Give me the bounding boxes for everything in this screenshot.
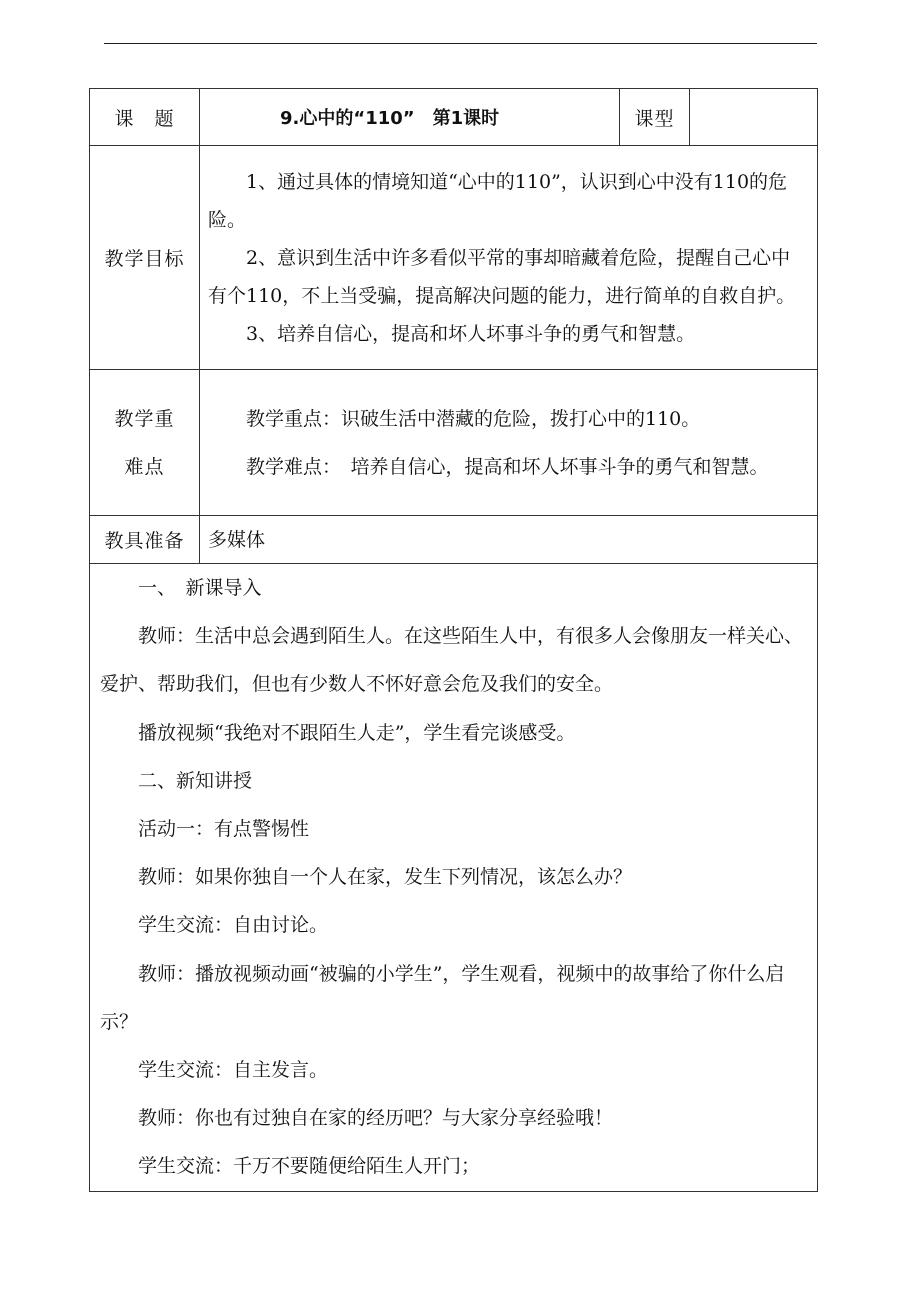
row-tools bbox=[90, 516, 818, 564]
process-paragraph: 播放视频“我绝对不跟陌生人走”，学生看完谈感受。 bbox=[138, 721, 576, 744]
tools-value-text: 多媒体 bbox=[208, 528, 266, 551]
type-label: 课型 bbox=[620, 89, 690, 146]
process-heading: 一、 新课导入 bbox=[138, 577, 262, 599]
process-paragraph: 学生交流：自主发言。 bbox=[138, 1059, 329, 1082]
keypoints-label-line1: 教学重 bbox=[114, 407, 175, 430]
lesson-plan-table bbox=[89, 88, 818, 1192]
process-cell bbox=[90, 564, 818, 1192]
row-process bbox=[90, 564, 818, 1192]
goal-item: 1、通过具体的情境知道“心中的110”，认识到心中没有110的危险。 bbox=[208, 170, 788, 231]
lesson-title: 9.心中的“110” 第1课时 bbox=[200, 89, 620, 146]
process-paragraph: 教师：播放视频动画“被骗的小学生”，学生观看，视频中的故事给了你什么启示？ bbox=[100, 962, 785, 1033]
goals-label: 教学目标 bbox=[90, 146, 200, 370]
tools-label: 教具准备 bbox=[90, 516, 200, 564]
tools-value bbox=[200, 516, 818, 564]
keypoints-label bbox=[90, 370, 200, 516]
row-goals bbox=[90, 146, 818, 370]
goals-cell bbox=[200, 146, 818, 370]
row-title bbox=[90, 89, 818, 146]
process-paragraph: 学生交流：自由讨论。 bbox=[138, 914, 329, 937]
type-value bbox=[690, 89, 818, 146]
goal-item: 3、培养自信心，提高和坏人坏事斗争的勇气和智慧。 bbox=[246, 322, 696, 345]
process-paragraph: 活动一：有点警惕性 bbox=[138, 818, 310, 841]
keypoints-cell bbox=[200, 370, 818, 516]
goal-item: 2、意识到生活中许多看似平常的事却暗藏着危险，提醒自己心中有个110，不上当受骗，提高解决问题的能力，进行简单的自救自护。 bbox=[208, 246, 796, 307]
process-heading: 二、新知讲授 bbox=[138, 769, 253, 792]
process-paragraph: 教师：生活中总会遇到陌生人。在这些陌生人中，有很多人会像朋友一样关心、爱护、帮助我们，但也有少数人不怀好意会危及我们的安全。 bbox=[100, 625, 804, 696]
keypoints-label-line2: 难点 bbox=[124, 455, 165, 478]
header-rule bbox=[104, 43, 817, 44]
keypoint-item: 教学难点： 培养自信心，提高和坏人坏事斗争的勇气和智慧。 bbox=[246, 455, 769, 478]
title-label: 课 题 bbox=[90, 89, 200, 146]
process-paragraph: 教师：如果你独自一个人在家，发生下列情况，该怎么办？ bbox=[138, 866, 633, 889]
process-paragraph: 教师：你也有过独自在家的经历吧？与大家分享经验哦！ bbox=[138, 1107, 614, 1130]
keypoint-item: 教学重点：识破生活中潜藏的危险，拨打心中的110。 bbox=[246, 407, 701, 430]
process-paragraph: 学生交流：千万不要随便给陌生人开门； bbox=[138, 1155, 481, 1178]
row-keypoints bbox=[90, 370, 818, 516]
